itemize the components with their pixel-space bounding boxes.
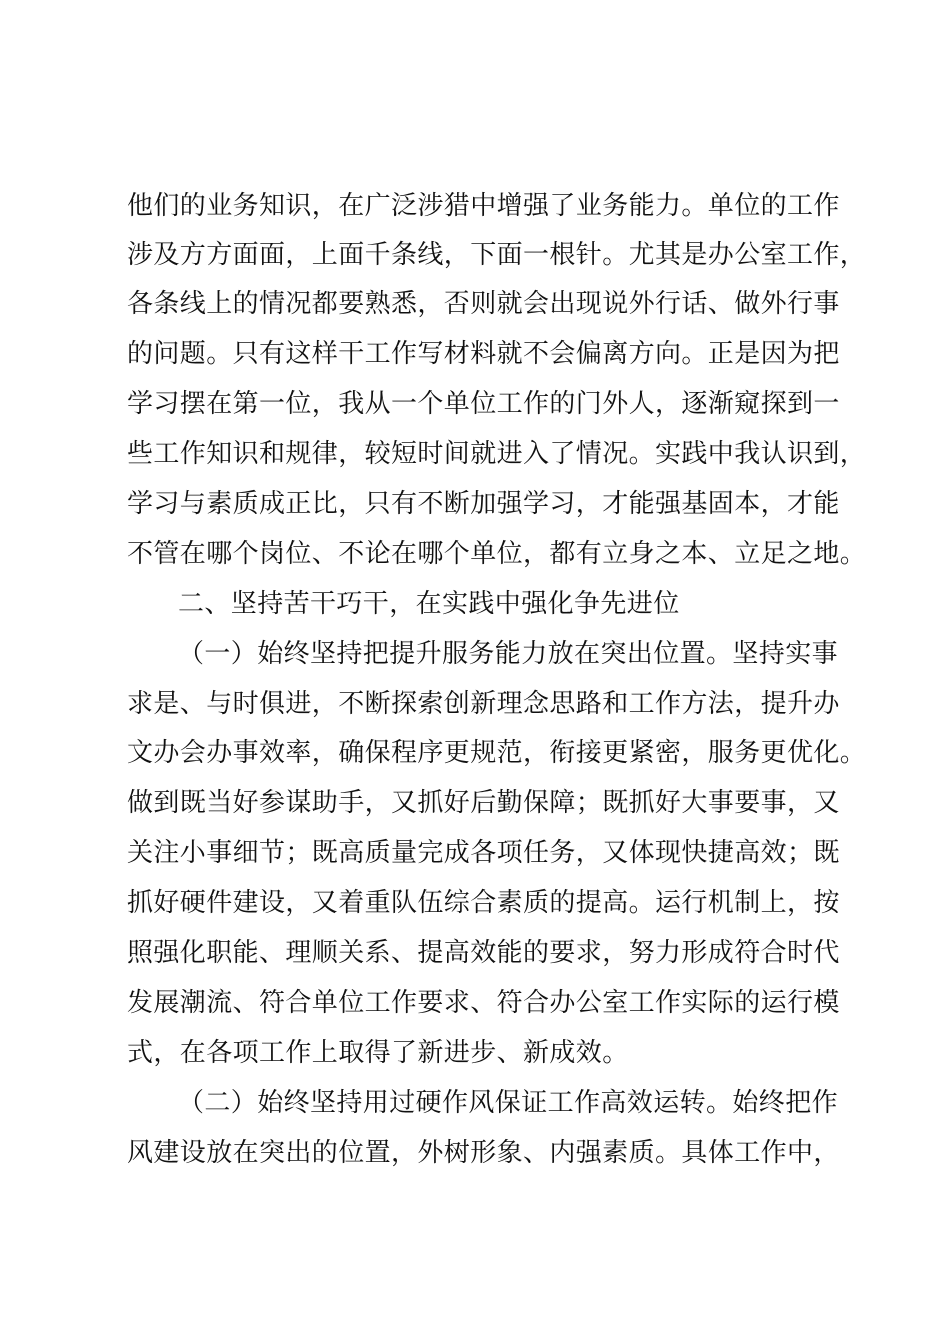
paragraph-line: 涉及方方面面，上面千条线，下面一根针。尤其是办公室工作，	[127, 240, 867, 270]
paragraph-line: （一）始终坚持把提升服务能力放在突出位置。坚持实事	[178, 639, 839, 669]
paragraph-line: 风建设放在突出的位置，外树形象、内强素质。具体工作中，	[127, 1138, 840, 1168]
paragraph-line: 不管在哪个岗位、不论在哪个单位，都有立身之本、立足之地。	[127, 539, 867, 569]
paragraph-line: 的问题。只有这样干工作写材料就不会偏离方向。正是因为把	[127, 339, 840, 369]
paragraph-line: 他们的业务知识，在广泛涉猎中增强了业务能力。单位的工作	[127, 191, 840, 221]
paragraph-line: 抓好硬件建设，又着重队伍综合素质的提高。运行机制上，按	[127, 888, 840, 918]
paragraph-line: 求是、与时俱进，不断探索创新理念思路和工作方法，提升办	[127, 689, 840, 719]
paragraph-line: 做到既当好参谋助手，又抓好后勤保障；既抓好大事要事，又	[127, 788, 840, 818]
paragraph-line: 式，在各项工作上取得了新进步、新成效。	[127, 1038, 629, 1068]
paragraph-line: 学习摆在第一位，我从一个单位工作的门外人，逐渐窥探到一	[127, 389, 840, 419]
paragraph-line: 些工作知识和规律，较短时间就进入了情况。实践中我认识到，	[127, 439, 867, 469]
paragraph-line: 学习与素质成正比，只有不断加强学习，才能强基固本，才能	[127, 489, 840, 519]
paragraph-line: 照强化职能、理顺关系、提高效能的要求，努力形成符合时代	[127, 938, 840, 968]
paragraph-line: 文办会办事效率，确保程序更规范，衔接更紧密，服务更优化。	[127, 738, 867, 768]
paragraph-line: 各条线上的情况都要熟悉，否则就会出现说外行话、做外行事	[127, 289, 840, 319]
paragraph-line: 发展潮流、符合单位工作要求、符合办公室工作实际的运行模	[127, 988, 840, 1018]
section-heading: 二、坚持苦干巧干，在实践中强化争先进位	[178, 589, 680, 619]
paragraph-line: （二）始终坚持用过硬作风保证工作高效运转。始终把作	[178, 1088, 839, 1118]
paragraph-line: 关注小事细节；既高质量完成各项任务，又体现快捷高效；既	[127, 838, 840, 868]
